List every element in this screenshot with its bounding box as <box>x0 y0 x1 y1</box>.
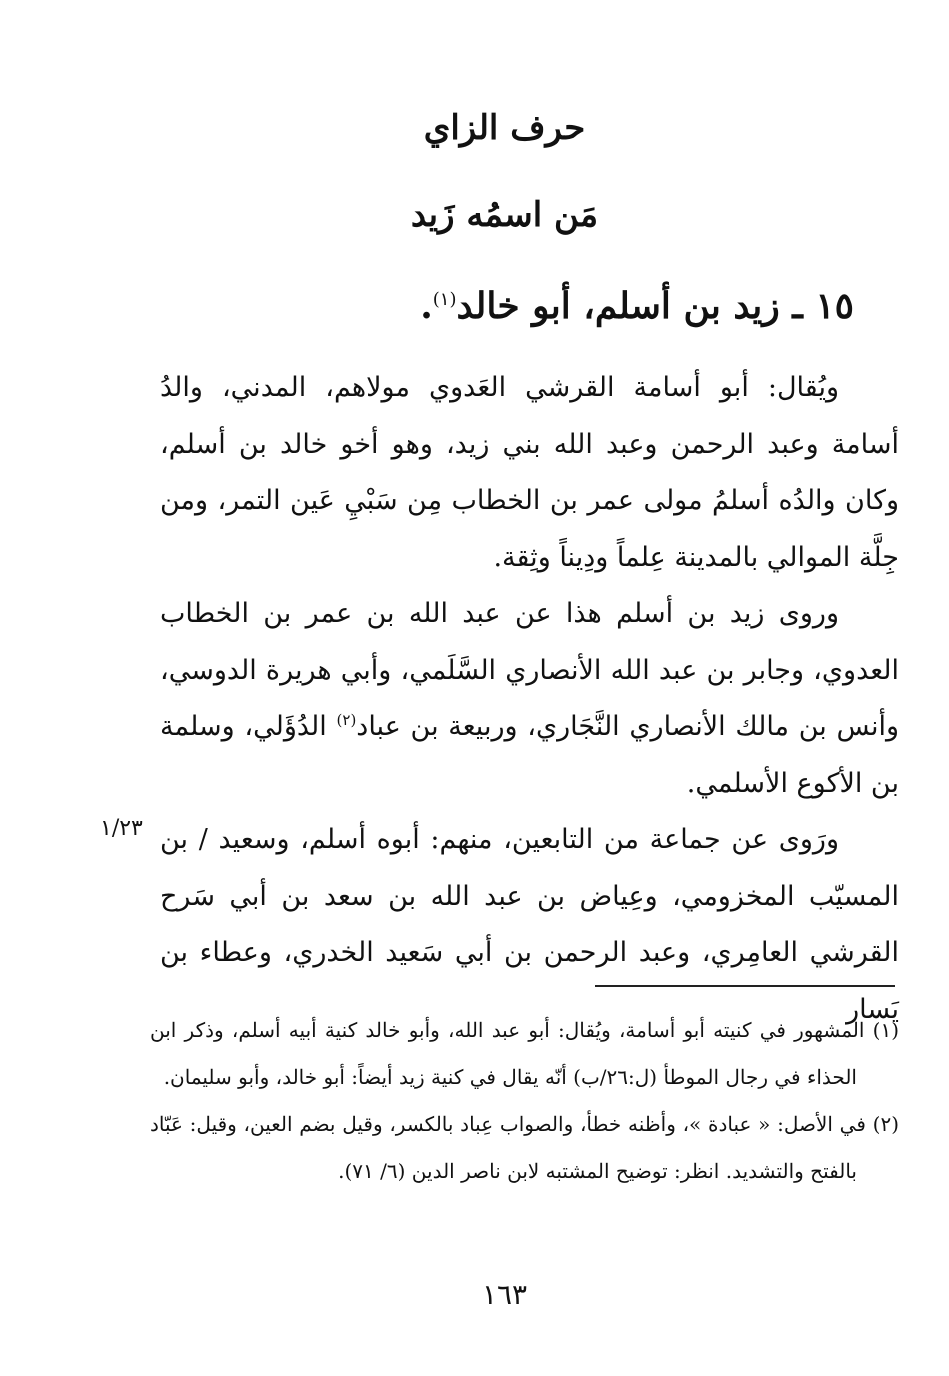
paragraph-1: ويُقال: أبو أسامة القرشي العَدوي مولاهم، المدني، والدُ أسامة وعبد الرحمن وعبد الله بني زيد، وهو أخو خالد بن أسلم، وكان والدُه أسلمُ مولى عمر بن الخطاب مِن سَبْيِ عَين التمر، ومن جِلَّة الموالي بالمدينة عِلماً ودِيناً وثِقة. <box>160 372 899 573</box>
footnote-ref-2: (٢) <box>336 711 357 729</box>
chapter-heading: حرف الزاي <box>423 108 586 148</box>
paragraph-2-part-2: الدُؤَلي، وسلمة بن الأكوع الأسلمي. <box>160 711 899 799</box>
section-heading: مَن اسمُه زَيد <box>410 195 599 235</box>
footnotes <box>150 1007 899 1195</box>
entry-heading <box>420 285 854 327</box>
entry-end: . <box>420 285 433 327</box>
footnote-ref-1: (١) <box>432 289 457 310</box>
page-number: ١٦٣ <box>481 1278 528 1311</box>
manuscript-folio-ref: ١/٢٣ <box>100 816 143 841</box>
main-text <box>160 360 899 1038</box>
footnote-1: (١) المشهور في كنيته أبو أسامة، ويُقال: أبو عبد الله، وأبو خالد كنية أبيه أسلم، وذكر ابن الحذاء في رجال الموطأ (ل:٢٦/ب) أنّه يقال في كنية زيد أيضاً: أبو خالد، وأبو سليمان. <box>150 1018 899 1089</box>
paragraph-3: ورَوى عن جماعة من التابعين، منهم: أبوه أسلم، وسعيد / بن المسيّب المخزومي، وعِياض بن عبد الله بن سعد بن أبي سَرح القرشي العامِري، وعبد الرحمن بن أبي سَعيد الخدري، وعطاء بن يَسار <box>160 824 899 1025</box>
paragraph-2 <box>160 586 899 812</box>
paragraph-2-part-1: وروى زيد بن أسلم هذا عن عبد الله بن عمر بن الخطاب العدوي، وجابر بن عبد الله الأنصاري السَّلَمي، وأبي هريرة الدوسي، وأنس بن مالك الأنصاري النَّجَاري، وربيعة بن عباد <box>160 598 899 742</box>
entry-title: ١٥ ـ زيد بن أسلم، أبو خالد <box>456 285 854 327</box>
footnote-divider <box>595 985 895 987</box>
footnote-2: (٢) في الأصل: « عبادة »، وأظنه خطأ، والصواب عِباد بالكسر، وقيل بضم العين، وقيل: عَبّاد بالفتح والتشديد. انظر: توضيح المشتبه لابن ناصر الدين (٦/ ٧١). <box>150 1112 899 1183</box>
